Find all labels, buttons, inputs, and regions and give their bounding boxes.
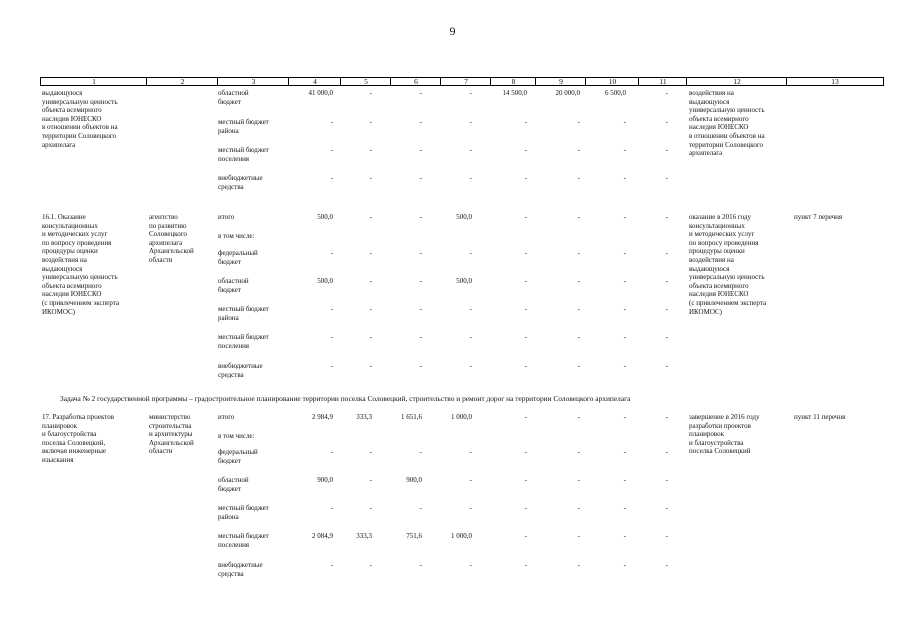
table-cell: - [577,146,580,154]
table-cell: - [665,504,668,512]
task-heading: Задача № 2 государственной программы – градостроительное планирование территории поселка Соловецкий, строительство и ремонт дорог на территории Соловецкого архипелага [60,394,631,403]
table-cell: - [665,213,668,221]
source-label: местный бюджет [218,146,269,154]
source-label: федеральный [218,249,258,257]
block2-link: пункт 7 перечня [794,213,843,221]
block2-name-line: по вопросу проведения [42,238,112,247]
block3-name-line: 17. Разработка проектов [42,413,115,421]
block2-result-line: объекта всемирного [689,281,749,290]
source-label: местный бюджет [218,118,269,126]
block3-executor-line: Архангельской [149,438,194,447]
source-label: местный бюджет [218,532,269,540]
table-cell: - [369,174,372,182]
block1-name-line: объекта всемирного [42,106,102,115]
table-cell: 900,0 [406,476,422,484]
block2-executor-line: агентство [149,213,178,221]
table-cell: - [419,561,422,569]
block3-name-line: и благоустройства [42,430,97,439]
table-cell: - [665,532,668,540]
table-cell: 900,0 [317,476,333,484]
table-cell: - [665,277,668,285]
table-cell: - [623,213,626,221]
source-label: внебюджетные [218,561,263,569]
block3-result-line: завершение в 2016 году [689,413,760,421]
table-cell: - [577,448,580,456]
table-cell: - [623,305,626,313]
column-header: 12 [686,77,787,86]
table-cell: - [623,448,626,456]
table-cell: - [665,118,668,126]
source-label: федеральный [218,448,258,456]
table-cell: - [369,305,372,313]
table-cell: 333,3 [356,413,372,421]
source-label: областной [218,476,249,484]
table-cell: - [577,504,580,512]
table-cell: - [665,561,668,569]
table-cell: - [330,118,333,126]
column-header: 8 [490,77,536,86]
block1-result-line: выдающуюся [689,97,730,106]
table-cell: - [419,305,422,313]
block2-result-line: (с привлечением эксперта [689,299,767,307]
table-cell: - [524,476,527,484]
table-cell: - [577,118,580,126]
column-header: 11 [638,77,687,86]
source-label: района [218,313,239,322]
block3-result-line: планировок [689,430,724,439]
table-cell: - [623,561,626,569]
table-cell: - [419,277,422,285]
table-cell: - [524,561,527,569]
table-cell: - [665,305,668,313]
table-cell: - [623,277,626,285]
block2-executor-line: области [149,256,173,264]
source-label: бюджет [218,285,241,294]
table-cell: - [577,333,580,341]
source-label: бюджет [218,257,241,266]
block2-result-line: консультационных [689,221,745,230]
block1-name-line: наследия ЮНЕСКО [42,114,102,123]
column-header: 13 [786,77,884,86]
block2-name-line: ИКОМОС) [42,307,75,316]
table-cell: 20 000,0 [555,89,580,97]
table-cell: - [419,448,422,456]
block2-result-line: процедуры оценки [689,247,745,256]
block2-executor-line: архипелага [149,238,183,247]
source-label: бюджет [218,97,241,106]
table-cell: - [469,146,472,154]
table-cell: 41 000,0 [308,89,333,97]
table-cell: - [524,146,527,154]
block3-link: пункт 11 перечня [794,413,846,421]
table-cell: - [419,213,422,221]
table-cell: - [577,174,580,182]
block2-executor-line: Архангельской [149,247,194,256]
table-cell: - [419,174,422,182]
table-cell: - [419,249,422,257]
block2-executor-line: по развитию [149,221,187,230]
table-cell: - [623,118,626,126]
source-label: итого [218,213,235,221]
table-cell: - [665,448,668,456]
source-label: областной [218,277,249,285]
block2-result-line: наследия ЮНЕСКО [689,290,749,299]
table-cell: - [469,249,472,257]
block2-name-line: выдающуюся [42,264,83,273]
table-cell: - [469,118,472,126]
table-cell: - [330,249,333,257]
table-cell: 2 984,9 [312,413,333,421]
column-header: 7 [440,77,491,86]
table-cell: - [330,561,333,569]
block1-result-line: архипелага [689,149,723,158]
page-number: 9 [449,24,456,38]
block2-name-line: наследия ЮНЕСКО [42,290,102,299]
table-cell: - [419,333,422,341]
table-cell: - [369,89,372,97]
source-label: бюджет [218,456,241,465]
block2-name-line: 16.1. Оказание [42,213,86,221]
table-cell: - [330,333,333,341]
block2-result-line: ИКОМОС) [689,307,722,316]
column-header: 1 [40,77,147,86]
table-cell: - [419,362,422,370]
table-cell: - [577,532,580,540]
table-cell: 500,0 [456,277,472,285]
source-label: итого [218,413,235,421]
table-cell: - [524,249,527,257]
table-cell: - [623,333,626,341]
table-cell: - [330,448,333,456]
source-label: поселения [218,540,250,549]
table-cell: - [524,118,527,126]
table-cell: - [330,362,333,370]
source-label: средства [218,370,244,379]
source-label: областной [218,89,249,97]
table-cell: 14 500,0 [502,89,527,97]
table-cell: - [419,118,422,126]
table-cell: - [524,448,527,456]
block2-result-line: воздействия на [689,256,734,264]
table-cell: - [524,504,527,512]
table-cell: - [577,476,580,484]
block1-result-line: объекта всемирного [689,114,749,123]
block3-name-line: поселка Соловецкий, [42,438,106,447]
table-cell: - [623,174,626,182]
table-cell: - [524,362,527,370]
table-cell: - [623,362,626,370]
table-cell: - [369,146,372,154]
block2-result-line: по вопросу проведения [689,238,759,247]
block2-result-line: универсальную ценность [689,273,765,282]
block1-name-line: территории Соловецкого [42,132,117,140]
table-cell: - [623,413,626,421]
table-cell: - [469,476,472,484]
table-cell: - [469,448,472,456]
source-label: местный бюджет [218,305,269,313]
block3-executor-line: строительства [149,421,192,430]
block2-name-line: и методических услуг [42,230,108,239]
table-cell: - [330,146,333,154]
table-cell: - [623,249,626,257]
table-cell: - [469,561,472,569]
table-cell: - [524,174,527,182]
table-cell: - [524,413,527,421]
table-cell: 2 084,9 [312,532,333,540]
block1-name-line: в отношении объектов на [42,123,118,132]
block1-name-line: архипелага [42,140,76,149]
table-cell: 1 000,0 [451,532,472,540]
source-label: средства [218,569,244,578]
source-label: средства [218,182,244,191]
table-cell: - [665,146,668,154]
table-cell: - [469,174,472,182]
block2-name-line: консультационных [42,221,98,230]
column-header: 2 [146,77,218,86]
block1-result-line: наследия ЮНЕСКО [689,123,749,132]
table-cell: - [369,561,372,569]
block1-result-line: в отношении объектов на [689,132,765,140]
source-label: в том числе: [218,432,255,440]
table-cell: 333,3 [356,532,372,540]
source-label: местный бюджет [218,504,269,512]
block2-name-line: процедуры оценки [42,247,98,256]
block1-result-line: универсальную ценность [689,106,765,115]
table-cell: 1 000,0 [451,413,472,421]
block2-name-line: универсальную ценность [42,273,118,282]
column-header: 4 [288,77,341,86]
source-label: местный бюджет [218,333,269,341]
table-cell: - [524,277,527,285]
column-header: 9 [535,77,586,86]
block3-executor-line: министерство [149,413,191,421]
block3-result-line: и благоустройства [689,438,744,447]
table-cell: - [419,89,422,97]
block2-name-line: объекта всемирного [42,281,102,290]
block3-result-line: разработки проектов [689,421,751,430]
source-label: поселения [218,341,250,350]
source-label: района [218,512,239,521]
table-cell: - [665,476,668,484]
source-label: бюджет [218,484,241,493]
table-cell: - [665,413,668,421]
table-cell: - [623,532,626,540]
table-cell: 751,6 [406,532,422,540]
table-cell: - [369,249,372,257]
column-header: 5 [340,77,391,86]
column-header: 3 [217,77,289,86]
block1-name-line: выдающуюся [42,89,83,97]
block3-executor-line: и архитектуры [149,430,193,439]
table-cell: - [577,413,580,421]
table-cell: - [369,277,372,285]
table-cell: - [369,118,372,126]
source-label: района [218,126,239,135]
block3-result-line: поселка Соловецкий [689,447,751,456]
table-cell: 500,0 [317,277,333,285]
block2-executor-line: Соловецкого [149,230,187,239]
table-cell: - [419,504,422,512]
table-cell: - [369,362,372,370]
source-label: поселения [218,154,250,163]
table-cell: 500,0 [456,213,472,221]
block2-result-line: оказание в 2016 году [689,213,751,221]
table-cell: 1 651,6 [401,413,422,421]
block3-name-line: включая инженерные [42,447,107,456]
table-cell: - [369,504,372,512]
table-cell: - [577,561,580,569]
table-cell: - [469,305,472,313]
table-cell: - [524,532,527,540]
block2-name-line: (с привлечением эксперта [42,299,120,307]
table-cell: - [469,362,472,370]
column-header: 6 [390,77,441,86]
table-cell: - [623,146,626,154]
table-cell: - [369,213,372,221]
table-cell: - [369,476,372,484]
table-cell: - [524,213,527,221]
block3-name-line: планировок [42,421,77,430]
block2-name-line: воздействия на [42,256,87,264]
source-label: в том числе: [218,232,255,240]
table-cell: - [469,504,472,512]
table-cell: - [369,333,372,341]
table-cell: - [369,448,372,456]
table-cell: - [665,362,668,370]
block2-result-line: выдающуюся [689,264,730,273]
block1-name-line: универсальную ценность [42,97,118,106]
table-cell: - [665,249,668,257]
table-cell: - [665,89,668,97]
table-cell: - [330,174,333,182]
table-cell: - [577,277,580,285]
block3-executor-line: области [149,447,173,456]
table-cell: - [577,305,580,313]
column-header: 10 [585,77,639,86]
block2-result-line: и методических услуг [689,230,755,239]
table-cell: 6 500,0 [605,89,626,97]
table-cell: - [577,249,580,257]
table-cell: - [665,174,668,182]
table-cell: - [577,362,580,370]
block3-name-line: изыскания [42,456,74,464]
table-cell: - [419,146,422,154]
table-cell: - [330,305,333,313]
table-cell: - [469,333,472,341]
source-label: внебюджетные [218,174,263,182]
table-cell: - [623,504,626,512]
table-cell: - [524,333,527,341]
block1-result-line: территории Соловецкого [689,140,764,149]
source-label: внебюджетные [218,362,263,370]
table-cell: - [665,333,668,341]
block1-result-line: воздействия на [689,89,734,97]
table-cell: 500,0 [317,213,333,221]
table-cell: - [330,504,333,512]
table-cell: - [469,89,472,97]
table-cell: - [623,476,626,484]
table-cell: - [524,305,527,313]
table-cell: - [577,213,580,221]
